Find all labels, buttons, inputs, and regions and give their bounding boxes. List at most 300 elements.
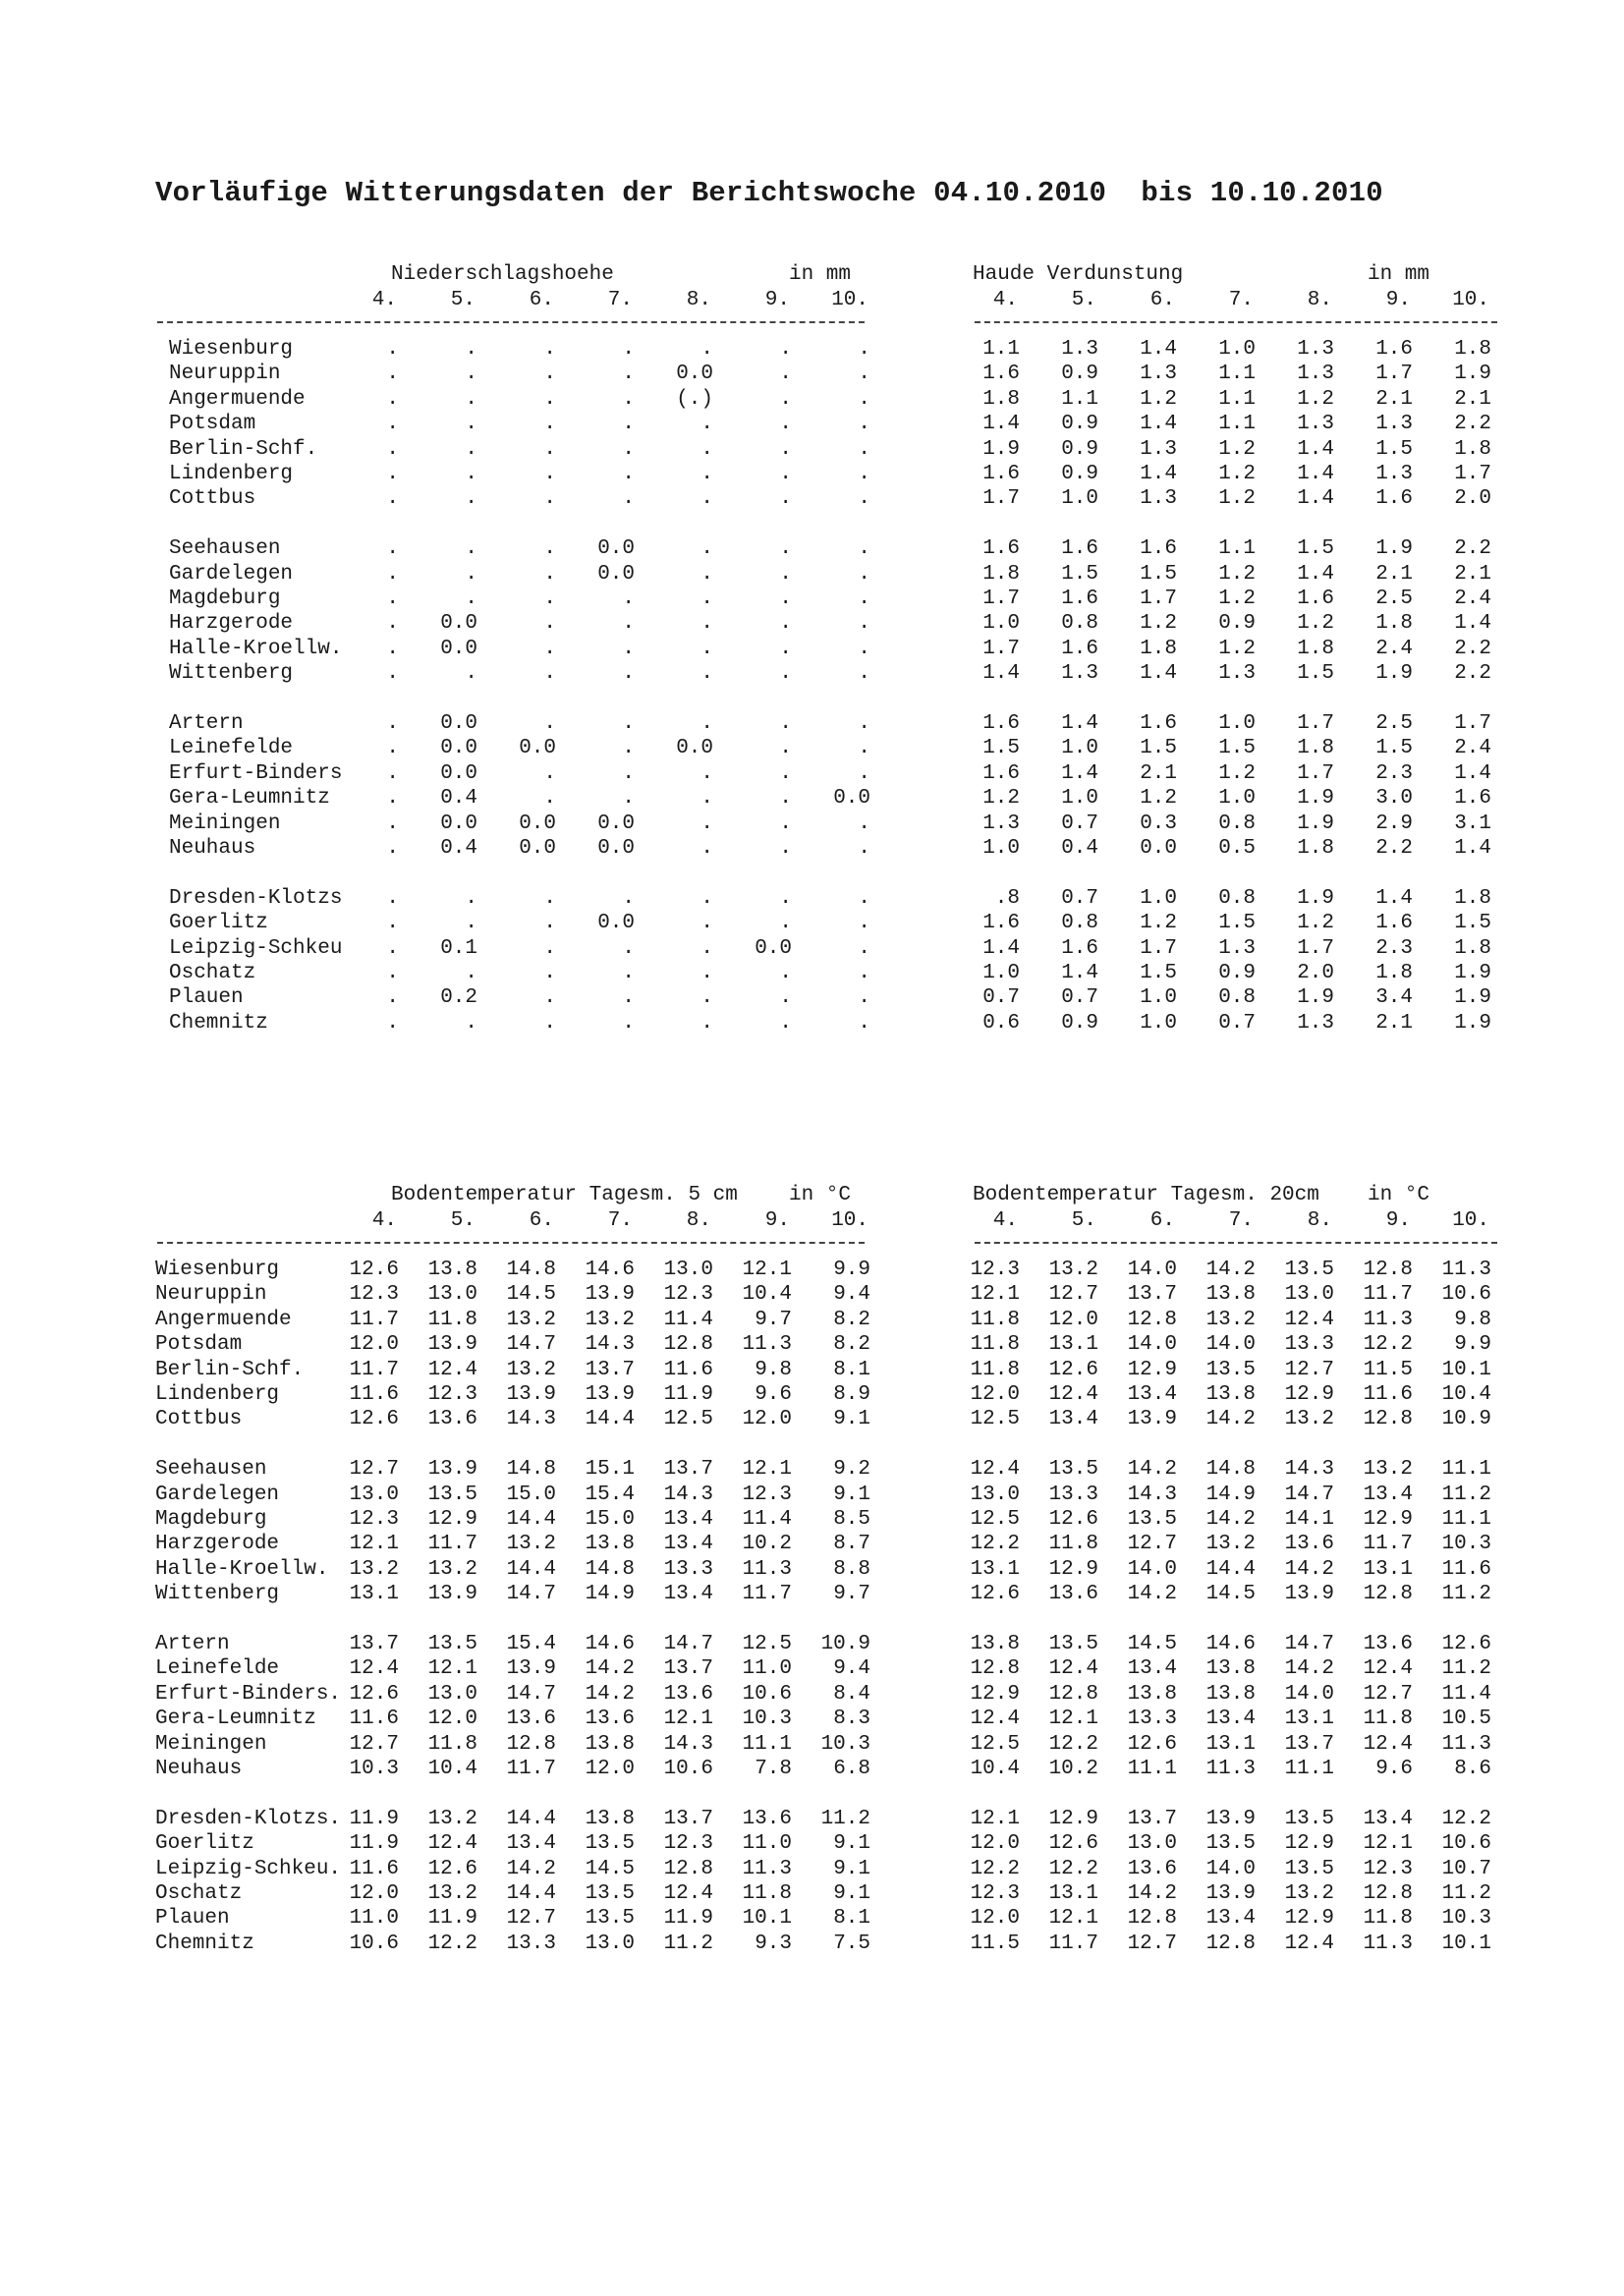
right-value-cell: 13.6 [1127, 1857, 1177, 1880]
station-name: Halle-Kroellw. [169, 637, 343, 660]
right-value-cell: 1.6 [1375, 487, 1413, 511]
left-value-cell: . [622, 962, 635, 984]
left-value-cell: . [700, 837, 713, 860]
right-value-cell: 12.8 [1363, 1408, 1413, 1431]
right-value-cell: 1.8 [1297, 637, 1334, 660]
left-value-cell: 12.9 [427, 1508, 477, 1531]
left-value-cell: 11.2 [820, 1807, 870, 1830]
right-value-cell: 14.2 [1205, 1508, 1256, 1531]
left-value-cell: 12.7 [349, 1732, 399, 1756]
station-name: Lindenberg [155, 1383, 280, 1406]
left-value-cell: 14.3 [663, 1732, 713, 1756]
left-value-cell: . [700, 662, 713, 686]
left-value-cell: . [700, 463, 713, 485]
right-day-label: 9. [1385, 1209, 1411, 1232]
right-value-cell: 1.6 [1061, 936, 1098, 960]
station-name: Erfurt-Binders. [155, 1682, 342, 1706]
right-value-cell: 1.9 [1297, 812, 1334, 835]
right-value-cell: 1.3 [1297, 363, 1334, 386]
left-value-cell: 12.2 [427, 1932, 477, 1955]
right-value-cell: 13.0 [1127, 1832, 1177, 1856]
station-name: Plauen [169, 986, 244, 1010]
station-name: Neuhaus [169, 837, 256, 860]
right-value-cell: 13.4 [1127, 1383, 1177, 1406]
left-value-cell: . [386, 761, 399, 785]
right-value-cell: 1.4 [1140, 463, 1177, 485]
right-value-cell: 2.5 [1375, 588, 1413, 610]
left-value-cell: 12.0 [349, 1333, 399, 1357]
left-value-cell: 7.8 [755, 1758, 792, 1780]
right-value-cell: 1.4 [1140, 413, 1177, 436]
left-value-cell: 10.4 [427, 1758, 477, 1780]
left-value-cell: . [386, 588, 399, 610]
left-value-cell: 11.0 [742, 1657, 792, 1681]
right-value-cell: 1.4 [1140, 338, 1177, 361]
left-value-cell: 13.7 [663, 1458, 713, 1482]
left-value-cell: 14.4 [506, 1807, 556, 1830]
right-value-cell: 1.6 [1061, 637, 1098, 660]
left-value-cell: . [622, 437, 635, 461]
left-value-cell: . [465, 537, 477, 561]
right-value-cell: 1.4 [1061, 962, 1098, 984]
right-day-label: 6. [1149, 1209, 1175, 1232]
right-value-cell: 0.9 [1061, 413, 1098, 436]
right-value-cell: 12.8 [1127, 1907, 1177, 1931]
right-value-cell: 3.4 [1375, 986, 1413, 1010]
station-name: Gardelegen [169, 562, 294, 586]
right-value-cell: 14.4 [1205, 1557, 1256, 1581]
left-value-cell: 9.7 [833, 1583, 870, 1606]
right-value-cell: 13.6 [1048, 1583, 1098, 1606]
right-value-cell: 12.8 [1363, 1583, 1413, 1606]
left-value-cell: 8.3 [833, 1708, 870, 1731]
left-value-cell: 8.1 [833, 1907, 870, 1931]
left-value-cell: 14.4 [585, 1408, 635, 1431]
left-value-cell: 13.7 [585, 1358, 635, 1381]
left-value-cell: 12.3 [349, 1283, 399, 1307]
right-value-cell: 10.4 [970, 1758, 1020, 1780]
left-value-cell: 12.3 [427, 1383, 477, 1406]
left-value-cell: 0.0 [440, 612, 477, 636]
left-value-cell: 13.1 [349, 1583, 399, 1606]
right-value-cell: 1.9 [1454, 962, 1491, 984]
right-value-cell: 1.6 [1140, 712, 1177, 735]
right-value-cell: 10.9 [1441, 1408, 1491, 1431]
left-value-cell: . [700, 761, 713, 785]
left-value-cell: 0.0 [440, 761, 477, 785]
right-value-cell: 12.4 [1284, 1932, 1334, 1955]
right-value-cell: 11.8 [970, 1358, 1020, 1381]
left-value-cell: 0.0 [597, 912, 635, 935]
right-value-cell: 1.7 [982, 588, 1020, 610]
left-value-cell: 13.5 [427, 1483, 477, 1506]
right-value-cell: 14.2 [1127, 1882, 1177, 1905]
right-value-cell: 0.8 [1218, 886, 1256, 910]
right-value-cell: 13.2 [1284, 1882, 1334, 1905]
right-value-cell: 1.2 [1140, 912, 1177, 935]
right-value-cell: 10.6 [1441, 1832, 1491, 1856]
left-value-cell: . [622, 936, 635, 960]
left-value-cell: . [543, 637, 556, 660]
left-value-cell: 11.9 [663, 1383, 713, 1406]
left-value-cell: 14.3 [506, 1408, 556, 1431]
left-value-cell: 11.7 [427, 1533, 477, 1556]
right-value-cell: 1.5 [1375, 737, 1413, 760]
station-name: Leipzig-Schkeu. [155, 1857, 342, 1880]
left-value-cell: . [543, 936, 556, 960]
station-name: Angermuende [155, 1308, 292, 1331]
right-value-cell: 13.9 [1284, 1583, 1334, 1606]
right-value-cell: 1.5 [1297, 537, 1334, 561]
station-name: Plauen [155, 1907, 230, 1931]
right-value-cell: 12.6 [1127, 1732, 1177, 1756]
right-value-cell: 1.6 [982, 363, 1020, 386]
left-value-cell: 13.7 [663, 1657, 713, 1681]
left-value-cell: 11.6 [663, 1358, 713, 1381]
right-value-cell: 14.2 [1284, 1657, 1334, 1681]
right-value-cell: 1.6 [982, 537, 1020, 561]
left-value-cell: 12.5 [742, 1633, 792, 1655]
right-value-cell: 11.3 [1363, 1308, 1413, 1331]
left-value-cell: 13.5 [585, 1832, 635, 1856]
right-value-cell: 14.9 [1205, 1483, 1256, 1506]
right-value-cell: 1.0 [1218, 787, 1256, 811]
right-value-cell: 1.9 [1454, 986, 1491, 1010]
right-day-label: 9. [1385, 289, 1411, 311]
station-name: Seehausen [169, 537, 281, 561]
left-value-cell: 12.5 [663, 1408, 713, 1431]
right-value-cell: 11.6 [1363, 1383, 1413, 1406]
right-value-cell: 11.7 [1048, 1932, 1098, 1955]
left-value-cell: 12.1 [742, 1259, 792, 1281]
left-value-cell: 14.4 [506, 1882, 556, 1905]
right-value-cell: 2.1 [1375, 562, 1413, 586]
right-value-cell: 12.9 [1284, 1383, 1334, 1406]
right-day-label: 7. [1228, 289, 1254, 311]
left-day-label: 5. [450, 289, 476, 311]
left-value-cell: . [700, 562, 713, 586]
page-title: Vorläufige Witterungsdaten der Berichtswoche 04.10.2010 bis 10.10.2010 [155, 177, 1383, 209]
left-value-cell: 8.5 [833, 1508, 870, 1531]
left-value-cell: 12.4 [349, 1657, 399, 1681]
left-day-label: 4. [371, 289, 397, 311]
left-value-cell: 14.7 [506, 1333, 556, 1357]
right-value-cell: 1.2 [1218, 562, 1256, 586]
station-name: Gardelegen [155, 1483, 280, 1506]
station-name: Cottbus [155, 1408, 243, 1431]
right-value-cell: 10.1 [1441, 1358, 1491, 1381]
right-value-cell: 2.2 [1454, 537, 1491, 561]
left-value-cell: 12.3 [742, 1483, 792, 1506]
left-value-cell: . [543, 387, 556, 411]
right-value-cell: 0.9 [1061, 437, 1098, 461]
right-value-cell: 0.7 [1061, 986, 1098, 1010]
right-value-cell: 1.6 [1375, 338, 1413, 361]
left-value-cell: 13.9 [506, 1657, 556, 1681]
right-unit: in °C [1368, 1184, 1430, 1206]
right-value-cell: 1.4 [1297, 487, 1334, 511]
left-value-cell: 13.0 [427, 1682, 477, 1706]
left-value-cell: 0.0 [519, 812, 556, 835]
right-value-cell: 12.1 [1363, 1832, 1413, 1856]
right-value-cell: 13.1 [1205, 1732, 1256, 1756]
right-value-cell: 13.4 [1048, 1408, 1098, 1431]
station-name: Erfurt-Binders [169, 761, 343, 785]
left-value-cell: 9.1 [833, 1832, 870, 1856]
right-value-cell: 1.3 [1297, 1011, 1334, 1035]
right-value-cell: 0.4 [1061, 837, 1098, 860]
right-value-cell: 1.2 [1140, 387, 1177, 411]
left-value-cell: . [700, 812, 713, 835]
right-value-cell: 12.7 [1127, 1932, 1177, 1955]
left-value-cell: 13.8 [585, 1807, 635, 1830]
right-value-cell: 2.1 [1375, 387, 1413, 411]
right-value-cell: 1.5 [1218, 737, 1256, 760]
right-day-label: 6. [1149, 289, 1175, 311]
station-name: Wittenberg [169, 662, 294, 686]
right-value-cell: 13.1 [970, 1557, 1020, 1581]
right-value-cell: 1.0 [1140, 986, 1177, 1010]
right-value-cell: 1.3 [982, 812, 1020, 835]
left-value-cell: . [858, 413, 870, 436]
left-value-cell: 11.9 [349, 1807, 399, 1830]
right-value-cell: 13.4 [1363, 1807, 1413, 1830]
right-value-cell: 1.9 [1454, 363, 1491, 386]
left-value-cell: 8.2 [833, 1308, 870, 1331]
left-value-cell: 15.4 [506, 1633, 556, 1655]
left-value-cell: 9.1 [833, 1408, 870, 1431]
left-value-cell: . [700, 936, 713, 960]
left-value-cell: 14.8 [585, 1557, 635, 1581]
right-value-cell: 10.4 [1441, 1383, 1491, 1406]
left-value-cell: 8.9 [833, 1383, 870, 1406]
left-value-cell: . [622, 463, 635, 485]
left-day-label: 6. [529, 1209, 554, 1232]
right-value-cell: 12.0 [970, 1383, 1020, 1406]
left-value-cell: 13.2 [506, 1358, 556, 1381]
left-value-cell: . [386, 662, 399, 686]
left-value-cell: . [386, 1011, 399, 1035]
left-value-cell: . [779, 637, 792, 660]
right-value-cell: 1.4 [1061, 761, 1098, 785]
right-value-cell: 2.1 [1454, 387, 1491, 411]
right-value-cell: 12.6 [1048, 1508, 1098, 1531]
right-day-label: 4. [992, 1209, 1018, 1232]
left-value-cell: 14.8 [506, 1259, 556, 1281]
right-value-cell: 1.5 [1140, 737, 1177, 760]
left-day-label: 6. [529, 289, 554, 311]
right-value-cell: 1.7 [1140, 588, 1177, 610]
right-value-cell: 11.3 [1205, 1758, 1256, 1780]
left-value-cell: 11.4 [742, 1508, 792, 1531]
right-value-cell: 1.8 [982, 562, 1020, 586]
station-name: Potsdam [169, 413, 256, 436]
right-day-label: 5. [1071, 289, 1096, 311]
right-value-cell: 14.2 [1205, 1259, 1256, 1281]
right-value-cell: 9.6 [1375, 1758, 1413, 1780]
station-name: Magdeburg [169, 588, 281, 610]
right-value-cell: 12.4 [1363, 1732, 1413, 1756]
left-value-cell: . [858, 437, 870, 461]
right-value-cell: 12.3 [970, 1882, 1020, 1905]
left-value-cell: 13.4 [663, 1583, 713, 1606]
right-value-cell: 1.1 [1061, 387, 1098, 411]
right-value-cell: 11.2 [1441, 1583, 1491, 1606]
left-value-cell: 13.9 [427, 1458, 477, 1482]
left-value-cell: . [386, 487, 399, 511]
left-value-cell: 14.7 [663, 1633, 713, 1655]
left-value-cell: 0.0 [676, 737, 713, 760]
left-value-cell: . [386, 912, 399, 935]
left-value-cell: 13.8 [585, 1732, 635, 1756]
left-value-cell: 0.0 [597, 812, 635, 835]
right-value-cell: 10.5 [1441, 1708, 1491, 1731]
station-name: Chemnitz [169, 1011, 268, 1035]
left-value-cell: . [858, 338, 870, 361]
right-value-cell: 12.8 [970, 1657, 1020, 1681]
left-value-cell: 11.7 [349, 1308, 399, 1331]
left-value-cell: . [858, 761, 870, 785]
left-value-cell: . [858, 387, 870, 411]
left-value-cell: . [622, 413, 635, 436]
right-value-cell: 13.5 [1205, 1832, 1256, 1856]
right-value-cell: 1.9 [1297, 886, 1334, 910]
left-value-cell: 13.6 [585, 1708, 635, 1731]
right-value-cell: 2.9 [1375, 812, 1413, 835]
left-value-cell: 12.0 [742, 1408, 792, 1431]
right-value-cell: 12.9 [1048, 1807, 1098, 1830]
station-name: Gera-Leumnitz [169, 787, 330, 811]
right-value-cell: 12.1 [1048, 1708, 1098, 1731]
right-value-cell: 12.9 [970, 1682, 1020, 1706]
left-value-cell: . [465, 962, 477, 984]
right-value-cell: 12.2 [1048, 1732, 1098, 1756]
right-value-cell: 12.1 [970, 1283, 1020, 1307]
right-value-cell: 0.8 [1061, 612, 1098, 636]
left-value-cell: 14.7 [506, 1583, 556, 1606]
right-value-cell: 2.3 [1375, 761, 1413, 785]
right-value-cell: 1.5 [982, 737, 1020, 760]
left-value-cell: . [622, 363, 635, 386]
left-divider [157, 321, 865, 323]
right-value-cell: 13.2 [1048, 1259, 1098, 1281]
right-value-cell: 12.8 [1363, 1259, 1413, 1281]
right-value-cell: 2.4 [1454, 737, 1491, 760]
left-value-cell: 15.1 [585, 1458, 635, 1482]
right-value-cell: 12.4 [1363, 1657, 1413, 1681]
left-value-cell: 0.0 [833, 787, 870, 811]
right-value-cell: 13.1 [1363, 1557, 1413, 1581]
left-value-cell: 0.0 [597, 562, 635, 586]
station-name: Harzgerode [169, 612, 294, 636]
left-value-cell: . [700, 413, 713, 436]
right-value-cell: 13.2 [1205, 1308, 1256, 1331]
right-value-cell: 14.5 [1127, 1633, 1177, 1655]
left-value-cell: . [465, 387, 477, 411]
left-value-cell: . [858, 487, 870, 511]
right-value-cell: 1.8 [1454, 936, 1491, 960]
left-value-cell: 10.6 [349, 1932, 399, 1955]
right-value-cell: 1.2 [1297, 612, 1334, 636]
right-value-cell: 2.2 [1375, 837, 1413, 860]
right-value-cell: 1.0 [982, 962, 1020, 984]
left-value-cell: 9.4 [833, 1657, 870, 1681]
left-value-cell: 13.6 [506, 1708, 556, 1731]
station-name: Lindenberg [169, 463, 294, 485]
right-value-cell: 1.8 [1454, 437, 1491, 461]
left-value-cell: . [386, 986, 399, 1010]
right-value-cell: 13.5 [1048, 1633, 1098, 1655]
right-value-cell: 13.8 [1205, 1283, 1256, 1307]
left-value-cell: . [465, 463, 477, 485]
right-value-cell: 1.6 [982, 761, 1020, 785]
right-value-cell: 1.6 [1061, 588, 1098, 610]
left-value-cell: 14.8 [506, 1458, 556, 1482]
right-value-cell: 13.9 [1127, 1408, 1177, 1431]
right-value-cell: 12.0 [970, 1907, 1020, 1931]
right-value-cell: 1.5 [1140, 962, 1177, 984]
right-value-cell: 11.2 [1441, 1483, 1491, 1506]
left-value-cell: 13.0 [349, 1483, 399, 1506]
station-name: Artern [155, 1633, 230, 1655]
left-value-cell: 14.2 [585, 1682, 635, 1706]
left-value-cell: 14.6 [585, 1259, 635, 1281]
left-value-cell: 12.1 [663, 1708, 713, 1731]
left-value-cell: . [622, 487, 635, 511]
left-value-cell: . [465, 886, 477, 910]
right-value-cell: 13.6 [1363, 1633, 1413, 1655]
right-value-cell: 1.6 [982, 912, 1020, 935]
right-value-cell: 1.4 [982, 662, 1020, 686]
right-value-cell: 14.8 [1205, 1458, 1256, 1482]
left-value-cell: 9.1 [833, 1857, 870, 1880]
left-value-cell: 8.7 [833, 1533, 870, 1556]
left-value-cell: . [543, 437, 556, 461]
left-value-cell: 12.1 [349, 1533, 399, 1556]
right-value-cell: 1.1 [1218, 363, 1256, 386]
left-value-cell: . [543, 363, 556, 386]
right-value-cell: 12.8 [1205, 1932, 1256, 1955]
right-value-cell: 13.3 [1048, 1483, 1098, 1506]
right-value-cell: 10.1 [1441, 1932, 1491, 1955]
right-value-cell: 1.2 [1218, 437, 1256, 461]
left-value-cell: 10.3 [742, 1708, 792, 1731]
left-value-cell: 12.6 [349, 1682, 399, 1706]
right-value-cell: 1.3 [1375, 413, 1413, 436]
right-value-cell: 14.7 [1284, 1483, 1334, 1506]
left-value-cell: . [779, 912, 792, 935]
left-value-cell: . [386, 737, 399, 760]
right-value-cell: 1.0 [1140, 886, 1177, 910]
right-value-cell: 14.3 [1127, 1483, 1177, 1506]
left-value-cell: . [858, 912, 870, 935]
station-name: Wiesenburg [155, 1259, 280, 1281]
right-value-cell: 13.5 [1127, 1508, 1177, 1531]
right-value-cell: 11.3 [1441, 1732, 1491, 1756]
right-value-cell: 2.2 [1454, 662, 1491, 686]
right-value-cell: 1.3 [1061, 338, 1098, 361]
right-value-cell: 11.3 [1363, 1932, 1413, 1955]
left-value-cell: . [779, 1011, 792, 1035]
left-value-cell: . [622, 787, 635, 811]
left-value-cell: . [700, 437, 713, 461]
left-value-cell: . [779, 737, 792, 760]
left-value-cell: 14.7 [506, 1682, 556, 1706]
left-value-cell: 9.2 [833, 1458, 870, 1482]
left-value-cell: 15.0 [506, 1483, 556, 1506]
right-value-cell: 1.9 [1454, 1011, 1491, 1035]
left-value-cell: . [386, 886, 399, 910]
